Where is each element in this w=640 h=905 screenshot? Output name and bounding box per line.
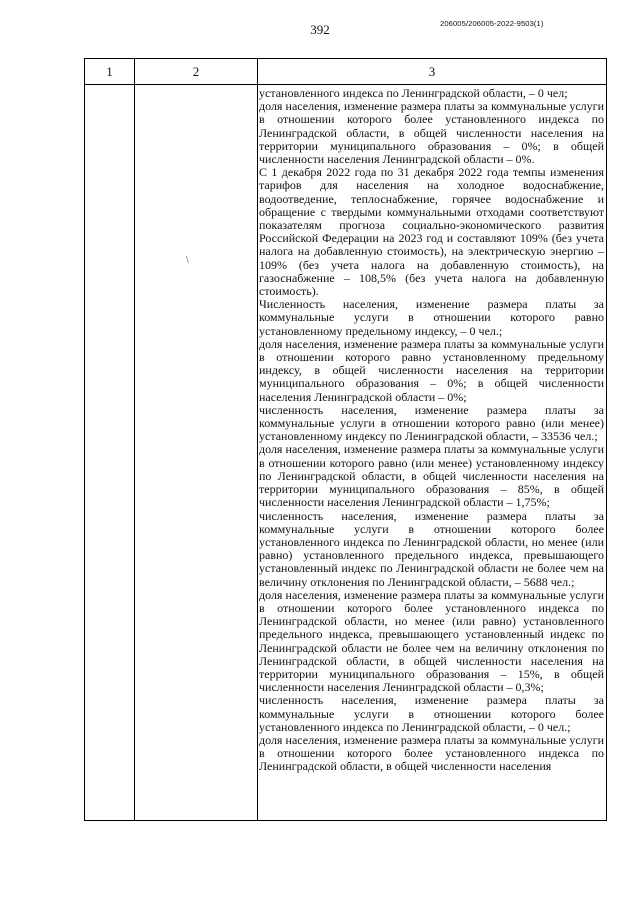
paragraph: доля населения, изменение размера платы за коммунальные услуги в отношении которого равно установленному предельному индексу, в общей численности населения на территории муниципального образования – 0%; в общей численности населения Ленинградской области – 0%;: [259, 336, 604, 404]
paragraph: доля населения, изменение размера платы за коммунальные услуги в отношении которого более установленного индекса по Ленинградской области, в общей численности населения: [259, 732, 604, 774]
column-divider-2: [257, 59, 258, 820]
paragraph: численность населения, изменение размера платы за коммунальные услуги в отношении которого равно (или менее) установленному индексу по Ленинградской области, – 33536 чел.;: [259, 402, 604, 444]
page-number: 392: [310, 22, 330, 37]
column-header-2: 2: [192, 64, 200, 79]
paragraph: доля населения, изменение размера платы за коммунальные услуги в отношении которого равно (или менее) установленному индексу по Ленинградской области, в общей численности населения на территории муниципального образования – 85%, в общей численности населения Ленинградской области – 1,75%;: [259, 442, 604, 510]
column-divider-1: [134, 59, 135, 820]
paragraph: Численность населения, изменение размера платы за коммунальные услуги в отношении которого равно установленному предельному индексу, – 0 чел.;: [259, 297, 604, 338]
paragraph: численность населения, изменение размера платы за коммунальные услуги в отношении которого более установленного индекса по Ленинградской области, – 0 чел.;: [259, 693, 604, 734]
column-3-text: [259, 87, 604, 774]
document-table: [84, 58, 607, 821]
document-id: 206005/206005-2022-9503(1): [440, 19, 544, 28]
paragraph: доля населения, изменение размера платы за коммунальные услуги в отношении которого более установленного индекса по Ленинградской области, но менее (или равно) установленного предельного индекса, превышающего установленный индекс по Ленинградской области не более чем на величину отклонения по Ленинградской области, в общей численности населения на территории муниципального образования – 15%, в общей численности населения Ленинградской области – 0,3%;: [259, 587, 604, 695]
paragraph: доля населения, изменение размера платы за коммунальные услуги в отношении которого более установленного индекса по Ленинградской области, в общей численности населения на территории муниципального образования – 0%; в общей численности населения Ленинградской области – 0%.: [259, 99, 604, 167]
scan-mark: \: [186, 255, 189, 266]
paragraph: С 1 декабря 2022 года по 31 декабря 2022 года темпы изменения тарифов для населения на холодное водоснабжение, водоотведение, теплоснабжение, горячее водоснабжение и обращение с твердыми коммунальными отходами соответствуют показателям прогноза социально-экономического развития Российской Федерации на 2023 год и составляют 109% (без учета налога на добавленную стоимость), на электрическую энергию – 109% (без учета налога на добавленную стоимость), на газоснабжение – 108,5% (без учета налога на добавленную стоимость).: [259, 165, 604, 299]
table-header-row: [85, 59, 606, 85]
paragraph: численность населения, изменение размера платы за коммунальные услуги в отношении которого более установленного индекса по Ленинградской области, но менее (или равно) установленного предельного индекса, превышающего установленный индекс по Ленинградской области не более чем на величину отклонения по Ленинградской области, – 5688 чел.;: [259, 508, 604, 589]
column-header-1: 1: [106, 64, 113, 79]
column-header-3: 3: [428, 64, 436, 79]
paragraph: установленного индекса по Ленинградской области, – 0 чел;: [259, 86, 568, 100]
